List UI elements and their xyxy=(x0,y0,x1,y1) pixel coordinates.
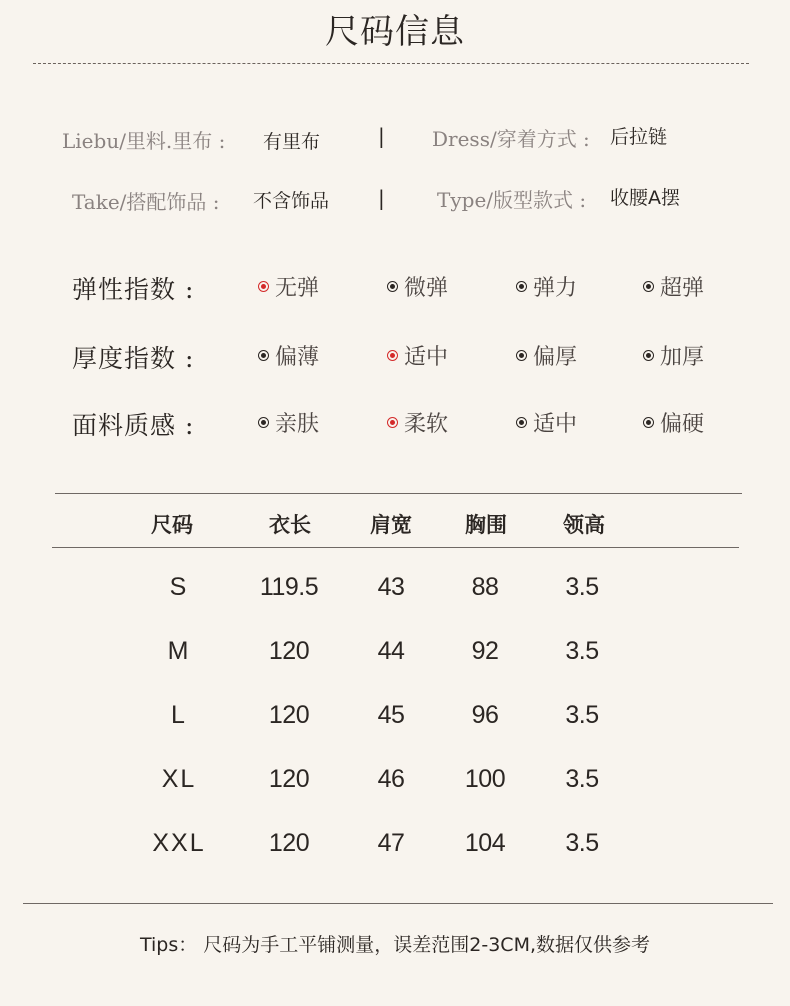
radio-dot-icon xyxy=(516,281,527,292)
rating-option-label: 偏厚 xyxy=(533,345,578,370)
rating-option xyxy=(516,340,577,371)
table-cell: 3.5 xyxy=(565,701,599,729)
page-title: 尺码信息 xyxy=(325,12,465,52)
spec-value-dress: 后拉链 xyxy=(610,126,668,148)
rating-option-label: 微弹 xyxy=(404,276,449,301)
size-cell: XL xyxy=(161,765,197,793)
spec-label-accessories: Take/搭配饰品 : xyxy=(72,190,220,214)
table-cell: 100 xyxy=(464,765,506,793)
table-cell: 43 xyxy=(377,573,405,601)
table-cell: 88 xyxy=(471,573,499,601)
radio-selected-icon xyxy=(387,417,398,428)
rating-option xyxy=(387,340,448,371)
radio-dot-icon xyxy=(258,350,269,361)
rating-option-label: 加厚 xyxy=(660,345,705,370)
spec-value-accessories: 不含饰品 xyxy=(253,190,330,212)
rating-option-label: 无弹 xyxy=(275,276,320,301)
size-cell: XXL xyxy=(152,829,206,857)
table-cell: 96 xyxy=(471,701,499,729)
rating-option xyxy=(387,407,448,438)
size-cell: M xyxy=(167,637,191,665)
table-cell: 45 xyxy=(377,701,405,729)
table-header-cell: 领高 xyxy=(563,512,605,537)
rating-option-label: 适中 xyxy=(404,345,449,370)
table-cell: 120 xyxy=(268,701,310,729)
radio-dot-icon xyxy=(516,350,527,361)
table-cell: 92 xyxy=(471,637,499,665)
rating-option-label: 偏硬 xyxy=(660,412,705,437)
rating-label: 弹性指数 : xyxy=(72,275,195,304)
rating-option xyxy=(643,407,704,438)
table-cell: 104 xyxy=(464,829,506,857)
table-header-cell: 肩宽 xyxy=(370,512,412,537)
radio-selected-icon xyxy=(258,281,269,292)
table-header-cell: 尺码 xyxy=(151,512,193,537)
radio-selected-icon xyxy=(387,350,398,361)
radio-dot-icon xyxy=(643,350,654,361)
size-cell: L xyxy=(171,701,187,729)
radio-dot-icon xyxy=(258,417,269,428)
rating-option-label: 偏薄 xyxy=(275,345,320,370)
rating-option-label: 弹力 xyxy=(533,276,578,301)
rating-option xyxy=(516,271,577,302)
rating-label: 面料质感 : xyxy=(72,411,195,440)
table-cell: 120 xyxy=(268,829,310,857)
radio-dot-icon xyxy=(516,417,527,428)
table-cell: 3.5 xyxy=(565,829,599,857)
rating-option xyxy=(258,340,319,371)
rating-option xyxy=(643,271,704,302)
rating-option-label: 适中 xyxy=(533,412,578,437)
rating-option-label: 柔软 xyxy=(404,412,449,437)
table-cell: 119.5 xyxy=(259,573,319,601)
rating-option xyxy=(643,340,704,371)
table-top-rule xyxy=(55,493,742,494)
table-cell: 3.5 xyxy=(565,765,599,793)
spec-label-dress: Dress/穿着方式 : xyxy=(432,127,590,151)
table-cell: 3.5 xyxy=(565,637,599,665)
spec-separator: | xyxy=(378,124,385,148)
tips-text: Tips： 尺码为手工平铺测量，误差范围2-3CM,数据仅供参考 xyxy=(139,934,651,956)
spec-separator: | xyxy=(378,186,385,210)
table-cell: 3.5 xyxy=(565,573,599,601)
spec-label-type: Type/版型款式 : xyxy=(437,188,587,212)
table-header-cell: 衣长 xyxy=(269,512,311,537)
spec-value-type: 收腰A摆 xyxy=(610,187,680,209)
size-cell: S xyxy=(169,573,189,601)
title-divider xyxy=(33,63,749,64)
table-cell: 47 xyxy=(377,829,405,857)
rating-option-label: 亲肤 xyxy=(275,412,320,437)
rating-option xyxy=(258,407,319,438)
rating-label: 厚度指数 : xyxy=(72,344,195,373)
radio-dot-icon xyxy=(387,281,398,292)
table-cell: 120 xyxy=(268,637,310,665)
table-header-rule xyxy=(52,547,739,548)
table-cell: 120 xyxy=(268,765,310,793)
rating-option xyxy=(258,271,319,302)
rating-option xyxy=(516,407,577,438)
spec-label-lining: Liebu/里料.里布 : xyxy=(62,129,226,153)
spec-value-lining: 有里布 xyxy=(263,131,321,153)
rating-option xyxy=(387,271,448,302)
table-cell: 46 xyxy=(377,765,405,793)
radio-dot-icon xyxy=(643,417,654,428)
table-cell: 44 xyxy=(377,637,405,665)
table-header-cell: 胸围 xyxy=(465,512,507,537)
rating-option-label: 超弹 xyxy=(660,276,705,301)
footer-rule xyxy=(23,903,773,904)
radio-dot-icon xyxy=(643,281,654,292)
